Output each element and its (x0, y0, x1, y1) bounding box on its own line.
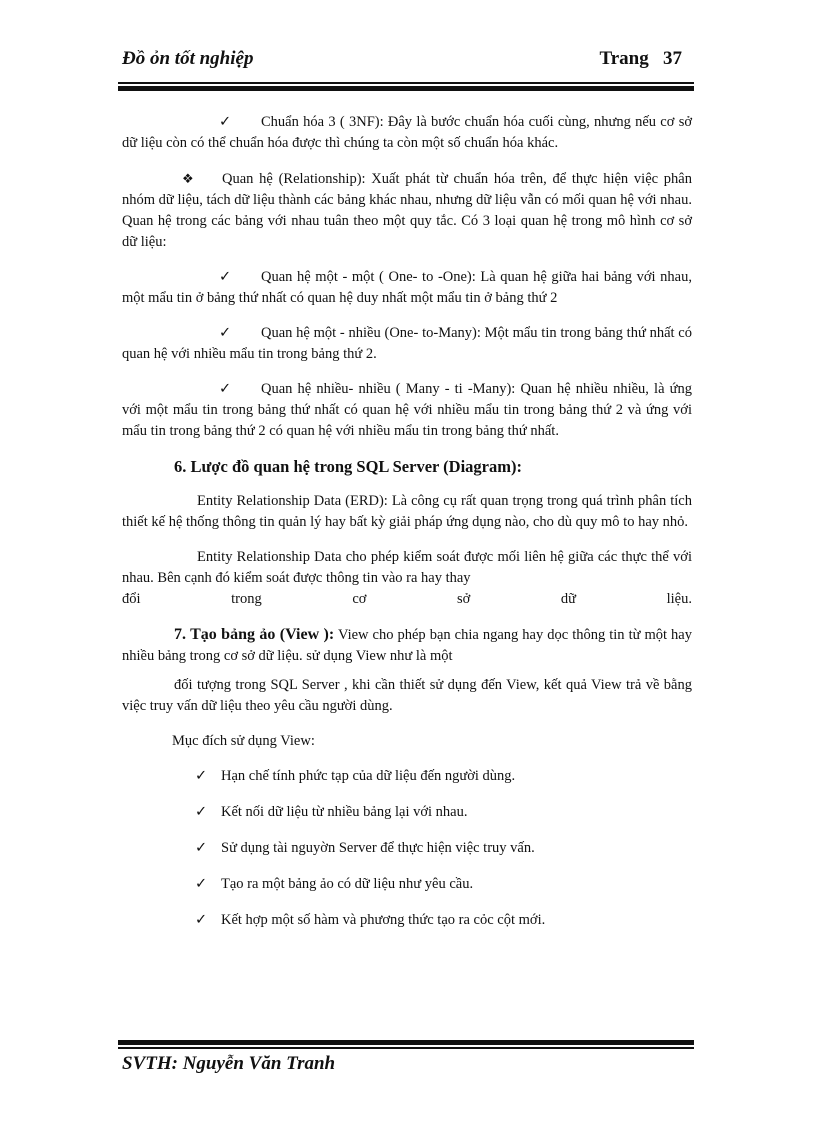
purpose-label: Mục đích sử dụng View: (172, 733, 315, 749)
check-icon: ✓ (219, 381, 232, 397)
paragraph-text: Quan hệ một - nhiều (One- to-Many): Một mẩu tin trong bảng thứ nhất có quan hệ với nhiều mẩu tin trong bảng thứ 2. (122, 325, 692, 362)
paragraph-relationship (122, 168, 692, 253)
footer-rule-thick (118, 1040, 694, 1045)
list-item: ✓ Hạn chế tính phức tạp của dữ liệu đến người dùng. (195, 766, 692, 787)
diamond-bullet-icon: ❖ (182, 171, 194, 186)
list-item: ✓ Kết nối dữ liệu từ nhiều bảng lại với nhau. (195, 802, 692, 823)
student-name: SVTH: Nguyễn Văn Tranh (122, 1053, 336, 1074)
footer-rule-thin (118, 1047, 694, 1049)
list-item: ✓ Tạo ra một bảng ảo có dữ liệu như yêu cầu. (195, 874, 692, 895)
paragraph-text: Quan hệ (Relationship): Xuất phát từ chuẩn hóa trên, để thực hiện việc phân nhóm dữ liệu, tách dữ liệu thành các bảng khác nhau, nhưng dữ liệu vẫn có mối quan hệ với nhau. Quan hệ trong các bảng với nhau tuân theo một quy tắc. Có 3 loại quan hệ trong mô hình cơ sở dữ liệu: (122, 171, 692, 250)
list-item: ✓ Sử dụng tài nguyờn Server để thực hiện việc truy vấn. (195, 838, 692, 859)
paragraph-view-object: đối tượng trong SQL Server , khi cần thiết sử dụng đến View, kết quả View trả về bằng việc truy vấn dữ liệu theo yêu cầu người dùng. (122, 677, 692, 714)
paragraph-erd-control: Entity Relationship Data cho phép kiểm soát được mối liên hệ giữa các thực thể với nhau. Bên cạnh đó kiểm soát được thông tin vào ra hay thay (122, 549, 692, 586)
document-title: Đồ ỏn tốt nghiệp (122, 48, 254, 69)
check-icon: ✓ (219, 325, 232, 341)
check-icon: ✓ (219, 269, 232, 285)
header-rule-thin (118, 82, 694, 84)
paragraph-erd-control-end: đổi trong cơ sở dữ liệu. (122, 591, 692, 607)
page-body (122, 112, 692, 946)
paragraph-one-to-one (122, 267, 692, 309)
purpose-list (122, 766, 692, 931)
paragraph-text: Chuẩn hóa 3 ( 3NF): Đây là bước chuẩn hóa cuối cùng, nhưng nếu cơ sở dữ liệu còn có thể chuẩn hóa được thì chúng ta còn một số chuẩn hóa khác. (122, 114, 692, 151)
paragraph-view (122, 624, 692, 667)
section-heading-7: 7. Tạo bảng ảo (View ): (174, 626, 335, 643)
check-icon: ✓ (195, 912, 208, 928)
check-icon: ✓ (195, 840, 208, 856)
check-icon: ✓ (219, 114, 232, 130)
list-item: ✓ Kết hợp một số hàm và phương thức tạo ra cỏc cột mới. (195, 910, 692, 931)
check-icon: ✓ (195, 804, 208, 820)
paragraph-erd: Entity Relationship Data (ERD): Là công cụ rất quan trọng trong quá trình phân tích thiết kế hệ thống thông tin quản lý hay bất kỳ giải pháp ứng dụng nào, cho dù quy mô to hay nhỏ. (122, 493, 692, 530)
header-rule-thick (118, 86, 694, 91)
page-header (122, 48, 694, 76)
page-number: Trang 37 (599, 48, 682, 69)
check-icon: ✓ (195, 876, 208, 892)
section-heading-6: 6. Lược đồ quan hệ trong SQL Server (Diagram): (174, 457, 522, 476)
paragraph-text: View cho phép bạn chia ngang hay dọc thông tin từ một hay nhiều bảng trong cơ sở dữ liệu. sử dụng View như là một (122, 627, 692, 664)
paragraph-text: Quan hệ nhiều- nhiều ( Many - ti -Many): Quan hệ nhiều nhiều, là ứng với một mẩu tin trong bảng thứ nhất có quan hệ với nhiều mẩu tin trong bảng thứ 2 và ứng với mẩu tin trong bảng thứ 2 có quan hệ với nhiều mẩu tin trong bảng thứ nhất. (122, 381, 692, 439)
paragraph-many-to-many (122, 379, 692, 442)
paragraph-text: Quan hệ một - một ( One- to -One): Là quan hệ giữa hai bảng với nhau, một mẩu tin ở bảng thứ nhất có quan hệ duy nhất một mẩu tin ở bảng thứ 2 (122, 269, 692, 306)
paragraph-one-to-many (122, 323, 692, 365)
paragraph-3nf (122, 112, 692, 154)
check-icon: ✓ (195, 768, 208, 784)
